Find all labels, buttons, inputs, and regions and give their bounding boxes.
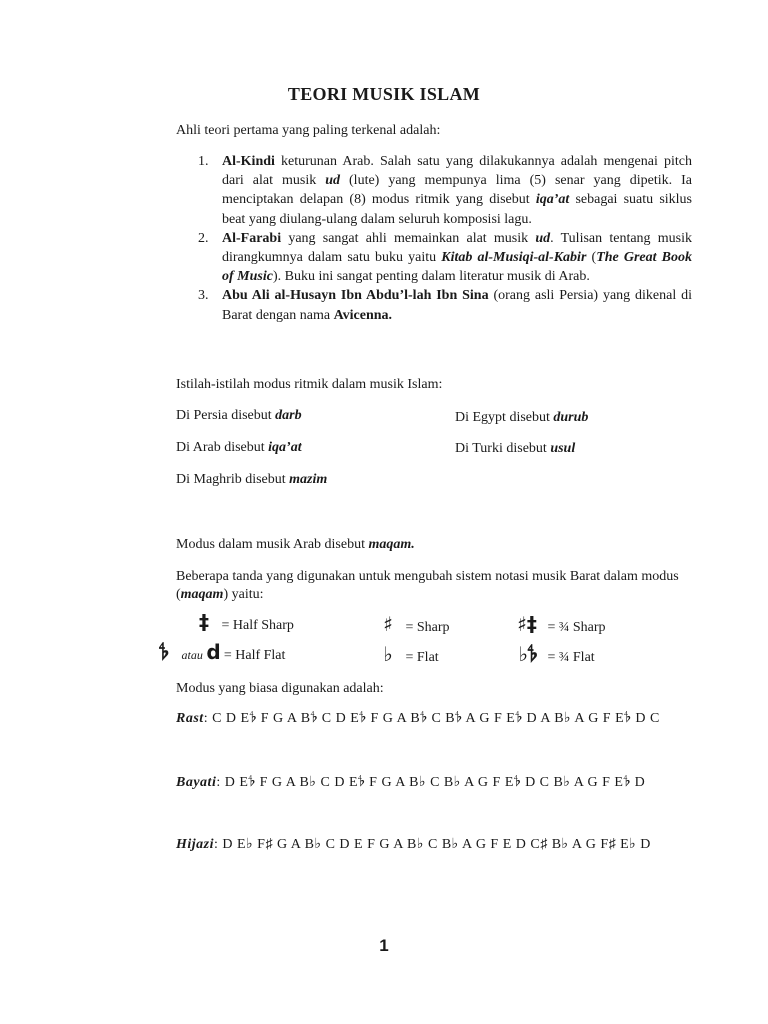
theorist-name: Al-Kindi bbox=[222, 154, 275, 169]
theorist-name: Al-Farabi bbox=[222, 230, 282, 246]
mode-notes: D E𝄳 F G A B♭ C D E𝄳 F G A B♭ C B♭ A G F E𝄳 D C B♭ A G F E𝄳 D bbox=[224, 775, 646, 790]
sign-half-sharp: ‡ = Half Sharp bbox=[190, 610, 294, 634]
theorist-list bbox=[198, 152, 692, 325]
intro-text: Ahli teori pertama yang paling terkenal adalah: bbox=[176, 123, 441, 138]
item-number: 2. bbox=[198, 230, 209, 246]
page-number: 1 bbox=[379, 936, 389, 955]
page-title: TEORI MUSIK ISLAM bbox=[287, 84, 481, 104]
sign-three-quarter-sharp: ♯‡ = ¾ Sharp bbox=[510, 612, 606, 636]
three-quarter-flat-icon: ♭𝄳 bbox=[518, 642, 538, 666]
rhythm-term-arab: Di Arab disebut iqa’at bbox=[176, 440, 302, 455]
sign-three-quarter-flat: ♭𝄳 = ¾ Flat bbox=[512, 642, 595, 666]
mode-name: Hijazi bbox=[176, 837, 215, 852]
mode-notes: C D E𝄳 F G A B𝄳 C D E𝄳 F G A B𝄳 C B𝄳 A G F E𝄳 D A B♭ A G F E𝄳 D C bbox=[212, 711, 660, 726]
list-item: 2. Al-Farabi yang sangat ahli memainkan alat musik ud. Tulisan tentang musik dirangkumnya dalam satu buku yaitu Kitab al-Musiqi-al-Kabir (The Great Book of Music). Buku ini sangat penting dalam literatur musik di Arab. bbox=[198, 230, 693, 285]
item-number: 1. bbox=[198, 154, 209, 169]
list-item: 3. Abu Ali al-Husayn Ibn Abdu’l-lah Ibn Sina (orang asli Persia) yang dikenal di Barat dengan nama Avicenna. bbox=[198, 288, 692, 323]
maqam-line: Modus dalam musik Arab disebut maqam. bbox=[176, 537, 415, 552]
three-quarter-sharp-icon: ♯‡ bbox=[517, 612, 537, 636]
mode-name: Bayati bbox=[176, 775, 217, 790]
theorist-name: Abu Ali al-Husayn Ibn Abdu’l-lah Ibn Sina bbox=[222, 288, 489, 304]
half-sharp-icon: ‡ bbox=[199, 610, 209, 634]
modes-heading: Modus yang biasa digunakan adalah: bbox=[176, 681, 384, 696]
sign-flat: ♭ = Flat bbox=[374, 642, 439, 666]
rhythm-term-persia: Di Persia disebut darb bbox=[176, 408, 302, 423]
signs-intro: Beberapa tanda yang digunakan untuk mengubah sistem notasi musik Barat dalam modus (maqam) yaitu: bbox=[176, 569, 679, 602]
sign-half-flat: 𝄳 atau d = Half Flat bbox=[150, 640, 285, 664]
item-number: 3. bbox=[198, 288, 209, 304]
half-flat-icon: 𝄳 bbox=[159, 640, 169, 664]
mode-bayati: Bayati: D E𝄳 F G A B♭ C D E𝄳 F G A B♭ C B♭ A G F E𝄳 D C B♭ A G F E𝄳 D bbox=[176, 775, 646, 790]
mode-notes: D E♭ F♯ G A B♭ C D E F G A B♭ C B♭ A G F E D C♯ B♭ A G F♯ E♭ D bbox=[222, 837, 651, 852]
flat-icon: ♭ bbox=[383, 642, 393, 666]
mode-name: Rast bbox=[176, 711, 204, 726]
sign-sharp: ♯ = Sharp bbox=[374, 612, 450, 636]
mode-rast: Rast: C D E𝄳 F G A B𝄳 C D E𝄳 F G A B𝄳 C B𝄳 A G F E𝄳 D A B♭ A G F E𝄳 D C bbox=[176, 711, 660, 726]
rhythm-term-egypt: Di Egypt disebut durub bbox=[455, 410, 589, 425]
list-item: 1. Al-Kindi keturunan Arab. Salah satu yang dilakukannya adalah mengenai pitch dari alat musik ud (lute) yang mempunya lima (5) senar yang dipetik. Ia menciptakan delapan (8) modus ritmik yang disebut iqa’at sebagai suatu siklus beat yang diulang-ulang dalam seluruh komposisi lagu. bbox=[198, 154, 692, 227]
rhythm-heading: Istilah-istilah modus ritmik dalam musik Islam: bbox=[176, 377, 443, 392]
sharp-icon: ♯ bbox=[383, 612, 393, 636]
half-flat-alt-icon: d bbox=[206, 640, 221, 664]
rhythm-term-turki: Di Turki disebut usul bbox=[455, 441, 576, 456]
mode-hijazi: Hijazi: D E♭ F♯ G A B♭ C D E F G A B♭ C B♭ A G F E D C♯ B♭ A G F♯ E♭ D bbox=[176, 837, 651, 852]
rhythm-term-maghrib: Di Maghrib disebut mazim bbox=[176, 472, 328, 487]
